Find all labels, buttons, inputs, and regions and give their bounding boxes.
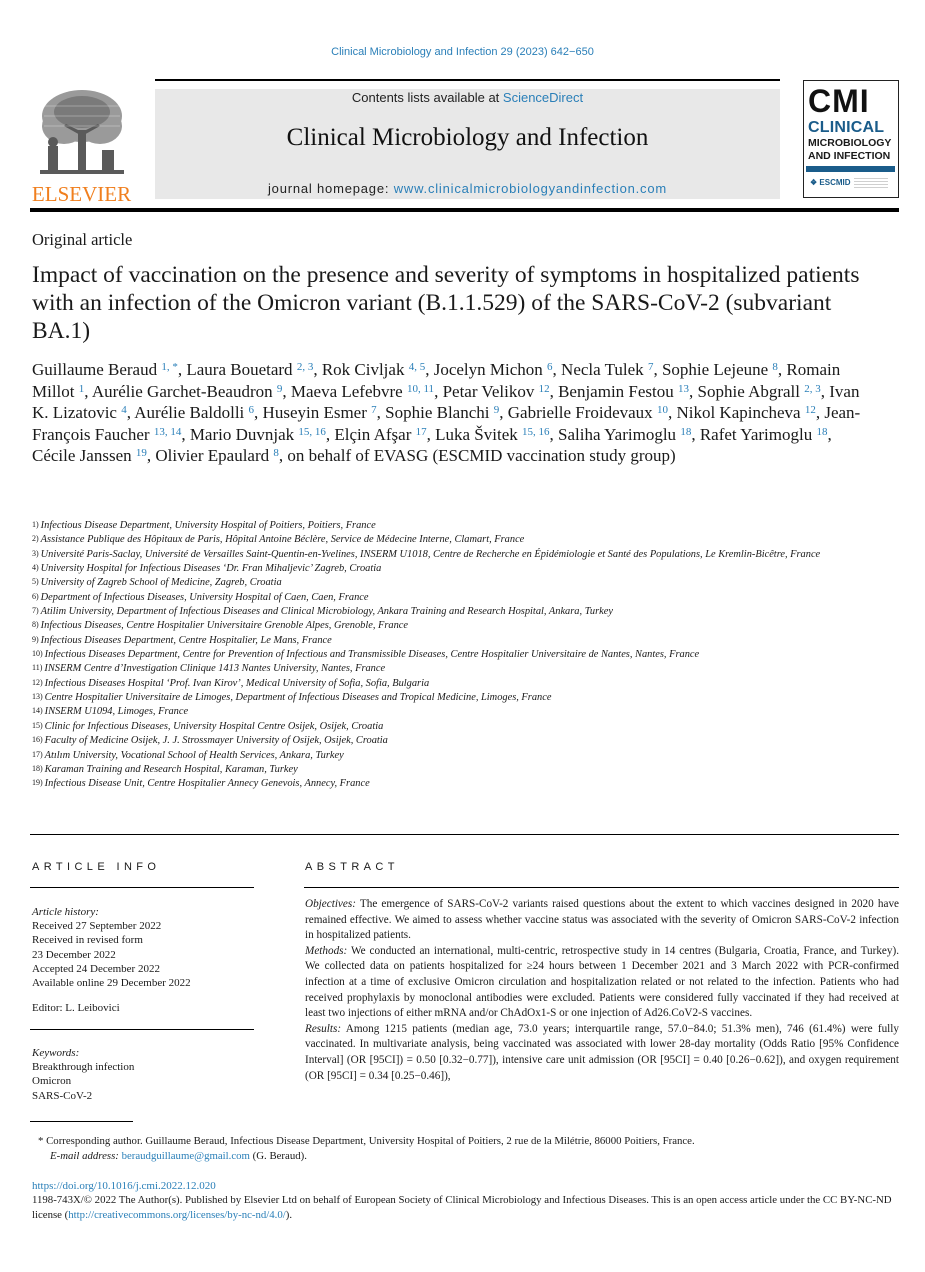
license-text: 1198-743X/© 2022 The Author(s). Published by Elsevier Ltd on behalf of European Society of Clinical Microbiology and Infectious Diseases. This is an open access article under the CC BY-NC-ND license ( — [32, 1194, 892, 1222]
article-history — [32, 905, 257, 990]
affiliation-text: University Hospital for Infectious Diseases ‘Dr. Fran Mihaljevic’ Zagreb, Croatia — [40, 563, 382, 575]
author-name: Gabrielle Froidevaux — [507, 403, 653, 422]
keyword-item[interactable]: SARS-CoV-2 — [32, 1089, 93, 1102]
affiliation-number: 1) — [32, 520, 39, 529]
homepage-prefix: journal homepage: — [267, 181, 394, 196]
author — [662, 360, 778, 379]
article-type: Original article — [32, 230, 133, 249]
author-name: Sophie Blanchi — [385, 403, 490, 422]
doi-link[interactable]: https://doi.org/10.1016/j.cmi.2022.12.020 — [32, 1180, 216, 1192]
author — [32, 446, 147, 465]
author-name: Rafet Yarimoglu — [699, 424, 813, 444]
email-link[interactable]: beraudguillaume@gmail.com — [121, 1150, 250, 1163]
license-link[interactable]: http://creativecommons.org/licenses/by-nc-nd/4.0/ — [68, 1209, 286, 1222]
keywords-rule — [30, 1029, 254, 1030]
history-line: Received in revised form — [32, 934, 143, 947]
affiliation-item — [32, 705, 892, 719]
author — [291, 382, 434, 401]
author — [190, 425, 326, 444]
affiliation-item — [32, 749, 892, 763]
author — [186, 360, 313, 379]
author-affiliation-ref[interactable]: 2, 3 — [804, 382, 821, 395]
abstract-heading: ABSTRACT — [305, 861, 399, 873]
affiliation-text: Infectious Diseases, Centre Hospitalier Universitaire Grenoble Alpes, Grenoble, France — [40, 620, 409, 632]
keywords-block — [32, 1046, 257, 1103]
affiliation-item — [32, 619, 892, 633]
author — [385, 403, 499, 422]
email-label: E-mail address: — [50, 1150, 119, 1163]
author-name: Aurélie Baldolli — [134, 403, 245, 422]
affiliation-item — [32, 662, 892, 676]
author — [134, 403, 254, 422]
affiliation-number: 10) — [32, 649, 43, 659]
author — [700, 425, 828, 444]
author-name: Mario Duvnjak — [189, 424, 295, 444]
affiliation-item — [32, 519, 892, 533]
author-affiliation-ref[interactable]: 8 — [273, 447, 279, 459]
author — [155, 446, 279, 465]
author-name: Ivan K. Lizatovic — [32, 381, 860, 422]
license-tail: ). — [285, 1209, 293, 1222]
results-text: Among 1215 patients (median age, 73.0 years; interquartile range, 57.0−84.0; 51.3% men), 746 (61.4%) were fully vaccinated. In multivariate analysis, being vaccinated was associated with lower 28-day mortality (Odds Ratio [95% Confidence Interval] (OR [95CI]) = 0.50 [0.32−0.77]), intensive care unit admission (OR [95CI] = 0.40 [0.26−0.62]), and oxygen requirement (OR [95CI] = 0.34 [0.25−0.46]), — [305, 1022, 899, 1082]
author — [434, 360, 553, 379]
authors-group-note: , on behalf of EVASG (ESCMID vaccination study group) — [278, 446, 676, 465]
author-name: Olivier Epaulard — [155, 446, 270, 465]
keywords-label: Keywords: — [32, 1047, 80, 1059]
author-affiliation-ref[interactable]: 2, 3 — [296, 361, 314, 373]
author-name: Petar Velikov — [442, 381, 535, 401]
author — [32, 360, 178, 379]
cmi-journal-logo[interactable] — [803, 80, 899, 198]
elsevier-logo[interactable] — [30, 86, 133, 204]
author — [322, 360, 425, 379]
author-name: Nikol Kapincheva — [676, 403, 801, 422]
author-name: Laura Bouetard — [186, 360, 293, 379]
author — [435, 425, 549, 444]
abstract-results — [305, 1022, 899, 1084]
cmi-color-bar — [806, 166, 895, 172]
affiliation-item — [32, 691, 892, 705]
affiliation-number: 13) — [32, 692, 43, 702]
author-name: Maeva Lefebvre — [290, 381, 403, 401]
article-info-heading: ARTICLE INFO — [32, 861, 161, 873]
author-affiliation-ref[interactable]: 10, 11 — [406, 382, 435, 395]
affiliation-number: 19) — [32, 778, 43, 788]
affiliation-number: 9) — [32, 634, 39, 644]
author-affiliation-ref[interactable]: 8 — [772, 361, 778, 373]
article-info-rule — [30, 887, 254, 888]
affiliation-item — [32, 777, 892, 791]
author-affiliation-ref[interactable]: 1, * — [161, 361, 178, 373]
homepage-line — [155, 181, 780, 196]
abstract-body — [305, 897, 899, 1084]
history-line: 23 December 2022 — [32, 948, 116, 961]
affiliation-number: 7) — [32, 606, 39, 616]
affiliation-item — [32, 562, 892, 576]
contents-line — [155, 90, 780, 105]
cmi-abbr: CMI — [808, 83, 870, 119]
elsevier-tree-icon — [34, 86, 130, 182]
author — [561, 360, 653, 379]
contents-prefix: Contents lists available at — [351, 90, 503, 105]
footnote-rule — [30, 1121, 133, 1122]
objectives-label: Objectives: — [305, 898, 356, 910]
author — [92, 382, 283, 401]
affiliation-number: 4) — [32, 563, 39, 573]
escmid-logo: ❖ ESCMID — [810, 178, 851, 187]
header-thick-rule — [30, 208, 899, 212]
author-affiliation-ref[interactable]: 6 — [248, 404, 255, 416]
author-name: Romain Millot — [32, 360, 841, 401]
affiliation-number: 11) — [32, 663, 43, 673]
sciencedirect-link[interactable]: ScienceDirect — [502, 90, 584, 105]
license-statement — [32, 1193, 900, 1223]
corresponding-footnote — [38, 1134, 898, 1165]
cmi-line1: CLINICAL — [808, 119, 885, 136]
author-affiliation-ref[interactable]: 13 — [678, 382, 690, 395]
affiliation-number: 8) — [32, 620, 39, 630]
header-rule — [155, 79, 780, 81]
affiliation-number: 18) — [32, 763, 43, 773]
affiliation-item — [32, 720, 892, 734]
methods-label: Methods: — [305, 944, 348, 957]
affiliation-number: 14) — [32, 706, 43, 716]
affiliation-item — [32, 734, 892, 748]
affiliation-number: 5) — [32, 577, 39, 587]
journal-homepage-link[interactable]: www.clinicalmicrobiologyandinfection.com — [393, 181, 668, 196]
journal-banner — [155, 89, 780, 199]
author-name: Luka Švitek — [435, 424, 518, 444]
affiliation-item — [32, 605, 892, 619]
methods-text: We conducted an international, multi-centric, retrospective study in 14 centres (Bulgaria, Croatia, France, and Turkey). We collected data on patients hospitalized for ≥24 hours between 1 December 2021 and 3 March 2022 with PCR-confirmed infection at a time of exclusive Omicron circulation and hospitalization related or not related to the infection. Patients who had received prophylaxis by monoclonal antibodies were excluded. Patients were considered fully vaccinated if they had received at least two injections of either mRNA and/or ChAdOx1-S or one injection of Ad26.CoV2-S vaccines. — [305, 944, 899, 1020]
abstract-rule — [304, 887, 899, 888]
affiliation-text: Clinic for Infectious Diseases, University Hospital Centre Osijek, Osijek, Croatia — [44, 720, 384, 732]
affiliation-item — [32, 763, 892, 777]
affiliation-item — [32, 677, 892, 691]
author — [558, 425, 691, 444]
affiliation-item — [32, 548, 892, 562]
author-affiliation-ref[interactable]: 18 — [680, 425, 692, 438]
affiliation-item — [32, 591, 892, 605]
author-name: Elçin Afşar — [334, 424, 412, 444]
affiliation-number: 3) — [32, 548, 39, 558]
keyword-item[interactable]: Breakthrough infection — [32, 1061, 135, 1074]
abstract-objectives — [305, 897, 899, 944]
cmi-line3: AND INFECTION — [808, 150, 891, 162]
author-name: Necla Tulek — [561, 360, 644, 379]
affiliation-number: 15) — [32, 720, 43, 730]
author-affiliation-ref[interactable]: 13, 14 — [153, 425, 182, 438]
affiliation-text: Centre Hospitalier Universitaire de Limoges, Department of Infectious Diseases and Tropical Medicine, Limoges, France — [44, 692, 552, 704]
author-affiliation-ref[interactable]: 15, 16 — [298, 425, 326, 438]
history-label: Article history: — [32, 906, 99, 918]
author-affiliation-ref[interactable]: 7 — [371, 404, 377, 416]
affiliation-text: INSERM U1094, Limoges, France — [44, 706, 189, 718]
author — [263, 403, 377, 422]
author-affiliation-ref[interactable]: 19 — [135, 447, 147, 459]
affiliation-number: 16) — [32, 735, 43, 745]
affiliation-text: Atılım University, Vocational School of Health Services, Ankara, Turkey — [44, 749, 344, 761]
editor-line: Editor: L. Leibovici — [32, 1002, 120, 1014]
author-name: Rok Civljak — [321, 360, 405, 379]
author-affiliation-ref[interactable]: 17 — [415, 425, 427, 438]
keyword-item[interactable]: Omicron — [32, 1075, 72, 1088]
affiliation-number: 17) — [32, 749, 43, 759]
author — [443, 382, 550, 401]
affiliation-number: 6) — [32, 591, 39, 601]
affiliation-text: University of Zagreb School of Medicine, Zagreb, Croatia — [40, 577, 282, 589]
author-name: Jean-François Faucher — [32, 403, 861, 444]
author-list: Guillaume Beraud $^{1, *}$, Laura Bouetard $^{2, 3}$, Rok Civljak $^{4, 5}$, Jocelyn Michon $^6$, Necla Tulek $^7$, Sophie Lejeune $^8$, Romain Millot $^1$, Aurélie Garchet-Beaudron $^9$, Maeva Lefebvre $^{10, 11}$, Petar Velikov $^{12}$, Benjamin Festou $^{13}$, Sophie Abgrall $^{2, 3}$, Ivan K. Lizatovic $^4$, Aurélie Baldolli $^6$, Huseyin Esmer $^7$, Sophie Blanchi $^9$, Gabrielle Froidevaux $^{10}$, Nikol Kapincheva $^{12}$, Jean-François Faucher $^{13, 14}$, Mario Duvnjak $^{15, 16}$, Elçin Afşar $^{17}$, Luka Švitek $^{15, 16}$, Saliha Yarimoglu $^{18}$, Rafet Yarimoglu $^{18}$, Cécile Janssen $^{19}$, Olivier Epaulard $^8$, on behalf of EVASG (ESCMID vaccination study group) — [32, 360, 861, 465]
affiliation-text: Assistance Publique des Hôpitaux de Paris, Hôpital Antoine Béclère, Service de Médecine Interne, Clamart, France — [40, 534, 525, 546]
author — [698, 382, 821, 401]
affiliation-item — [32, 533, 892, 547]
author-name: Guillaume Beraud — [32, 360, 158, 379]
history-line: Received 27 September 2022 — [32, 920, 162, 933]
author-name: Cécile Janssen — [32, 446, 132, 465]
affiliation-text: INSERM Centre d’Investigation Clinique 1413 Nantes University, Nantes, France — [44, 663, 386, 675]
author — [558, 382, 689, 401]
author-name: Huseyin Esmer — [262, 403, 367, 422]
affiliation-text: Infectious Disease Unit, Centre Hospitalier Annecy Genevois, Annecy, France — [44, 778, 370, 790]
author-affiliation-ref[interactable]: 15, 16 — [522, 425, 550, 438]
author-name: Benjamin Festou — [558, 381, 674, 401]
author-affiliation-ref[interactable]: 4, 5 — [408, 361, 426, 373]
affiliation-text: Department of Infectious Diseases, University Hospital of Caen, Caen, France — [40, 591, 369, 603]
author-affiliation-ref[interactable]: 18 — [816, 425, 828, 438]
affiliation-item — [32, 648, 892, 662]
author-name: Jocelyn Michon — [433, 360, 543, 379]
objectives-text: The emergence of SARS-CoV-2 variants raised questions about the extent to which vaccines designed in 2020 have remained effective. We aimed to assess whether vaccine status was associated with the severity of Omicron SARS-CoV-2 infection in hospitalized patients. — [305, 898, 899, 942]
cmi-line2: MICROBIOLOGY — [808, 137, 892, 149]
affiliation-item — [32, 576, 892, 590]
author-affiliation-ref[interactable]: 6 — [547, 361, 553, 373]
affiliation-text: Infectious Disease Department, University Hospital of Poitiers, Poitiers, France — [40, 520, 376, 531]
author — [334, 425, 426, 444]
affiliation-text: Karaman Training and Research Hospital, Karaman, Turkey — [44, 763, 298, 775]
author-name: Saliha Yarimoglu — [558, 424, 677, 444]
affiliation-item — [32, 634, 892, 648]
author-name: Sophie Lejeune — [661, 360, 769, 379]
email-tail: (G. Beraud). — [249, 1150, 307, 1163]
author-affiliation-ref[interactable]: 9 — [276, 382, 283, 395]
affiliation-text: Infectious Diseases Department, Centre Hospitalier, Le Mans, France — [40, 634, 332, 646]
journal-name: Clinical Microbiology and Infection — [286, 124, 649, 151]
affiliation-text: Infectious Diseases Hospital ‘Prof. Ivan Kirov’, Medical University of Sofia, Sofia, Bulgaria — [44, 677, 430, 689]
affiliation-text: Atilim University, Department of Infectious Diseases and Clinical Microbiology, Ankara Training and Research Hospital, Ankara, Turkey — [40, 606, 613, 618]
history-line: Available online 29 December 2022 — [32, 977, 191, 990]
author — [508, 403, 668, 422]
affiliation-list — [32, 519, 892, 792]
author-affiliation-ref[interactable]: 7 — [647, 361, 654, 373]
author-affiliation-ref[interactable]: 12 — [804, 404, 816, 416]
author-affiliation-ref[interactable]: 9 — [493, 404, 500, 416]
author-affiliation-ref[interactable]: 12 — [538, 382, 550, 395]
affiliation-number: 2) — [32, 534, 39, 544]
history-line: Accepted 24 December 2022 — [32, 962, 160, 975]
author-affiliation-ref[interactable]: 1 — [78, 382, 85, 395]
author-name: Aurélie Garchet-Beaudron — [91, 381, 273, 401]
affiliation-number: 12) — [32, 677, 43, 687]
email-line — [38, 1149, 898, 1164]
affiliation-text: Faculty of Medicine Osijek, J. J. Strossmayer University of Osijek, Osijek, Croatia — [44, 735, 388, 747]
author — [676, 403, 815, 422]
corresponding-author: * Corresponding author. Guillaume Beraud, Infectious Disease Department, University Hospital of Poitiers, 2 rue de la Milétrie, 86000 Poitiers, France. — [38, 1135, 695, 1147]
escmid-label: ESCMID — [819, 178, 851, 187]
results-label: Results: — [305, 1022, 342, 1035]
affiliation-text: Université Paris-Saclay, Université de Versailles Saint-Quentin-en-Yvelines, INSERM U1018, Centre de Recherche en Épidémiologie et Santé des Populations, Le Kremlin-Bicêtre, France — [40, 548, 821, 560]
abstract-methods — [305, 944, 899, 1022]
affiliation-text: Infectious Diseases Department, Centre for Prevention of Infectious and Transmissible Diseases, Centre Hospitalier Universitaire de Nantes, Nantes, France — [44, 649, 700, 661]
author-affiliation-ref[interactable]: 10 — [656, 404, 668, 416]
journal-citation[interactable]: Clinical Microbiology and Infection 29 (2023) 642−650 — [331, 46, 594, 58]
author-affiliation-ref[interactable]: 4 — [121, 404, 127, 416]
elsevier-wordmark: ELSEVIER — [31, 182, 132, 206]
author-name: Sophie Abgrall — [697, 381, 800, 401]
article-title: Impact of vaccination on the presence and severity of symptoms in hospitalized patients with an infection of the Omicron variant (B.1.1.529) of the SARS-CoV-2 (subvariant BA.1) — [32, 262, 860, 344]
escmid-tagline-mark — [854, 178, 888, 188]
section-rule — [30, 834, 899, 835]
